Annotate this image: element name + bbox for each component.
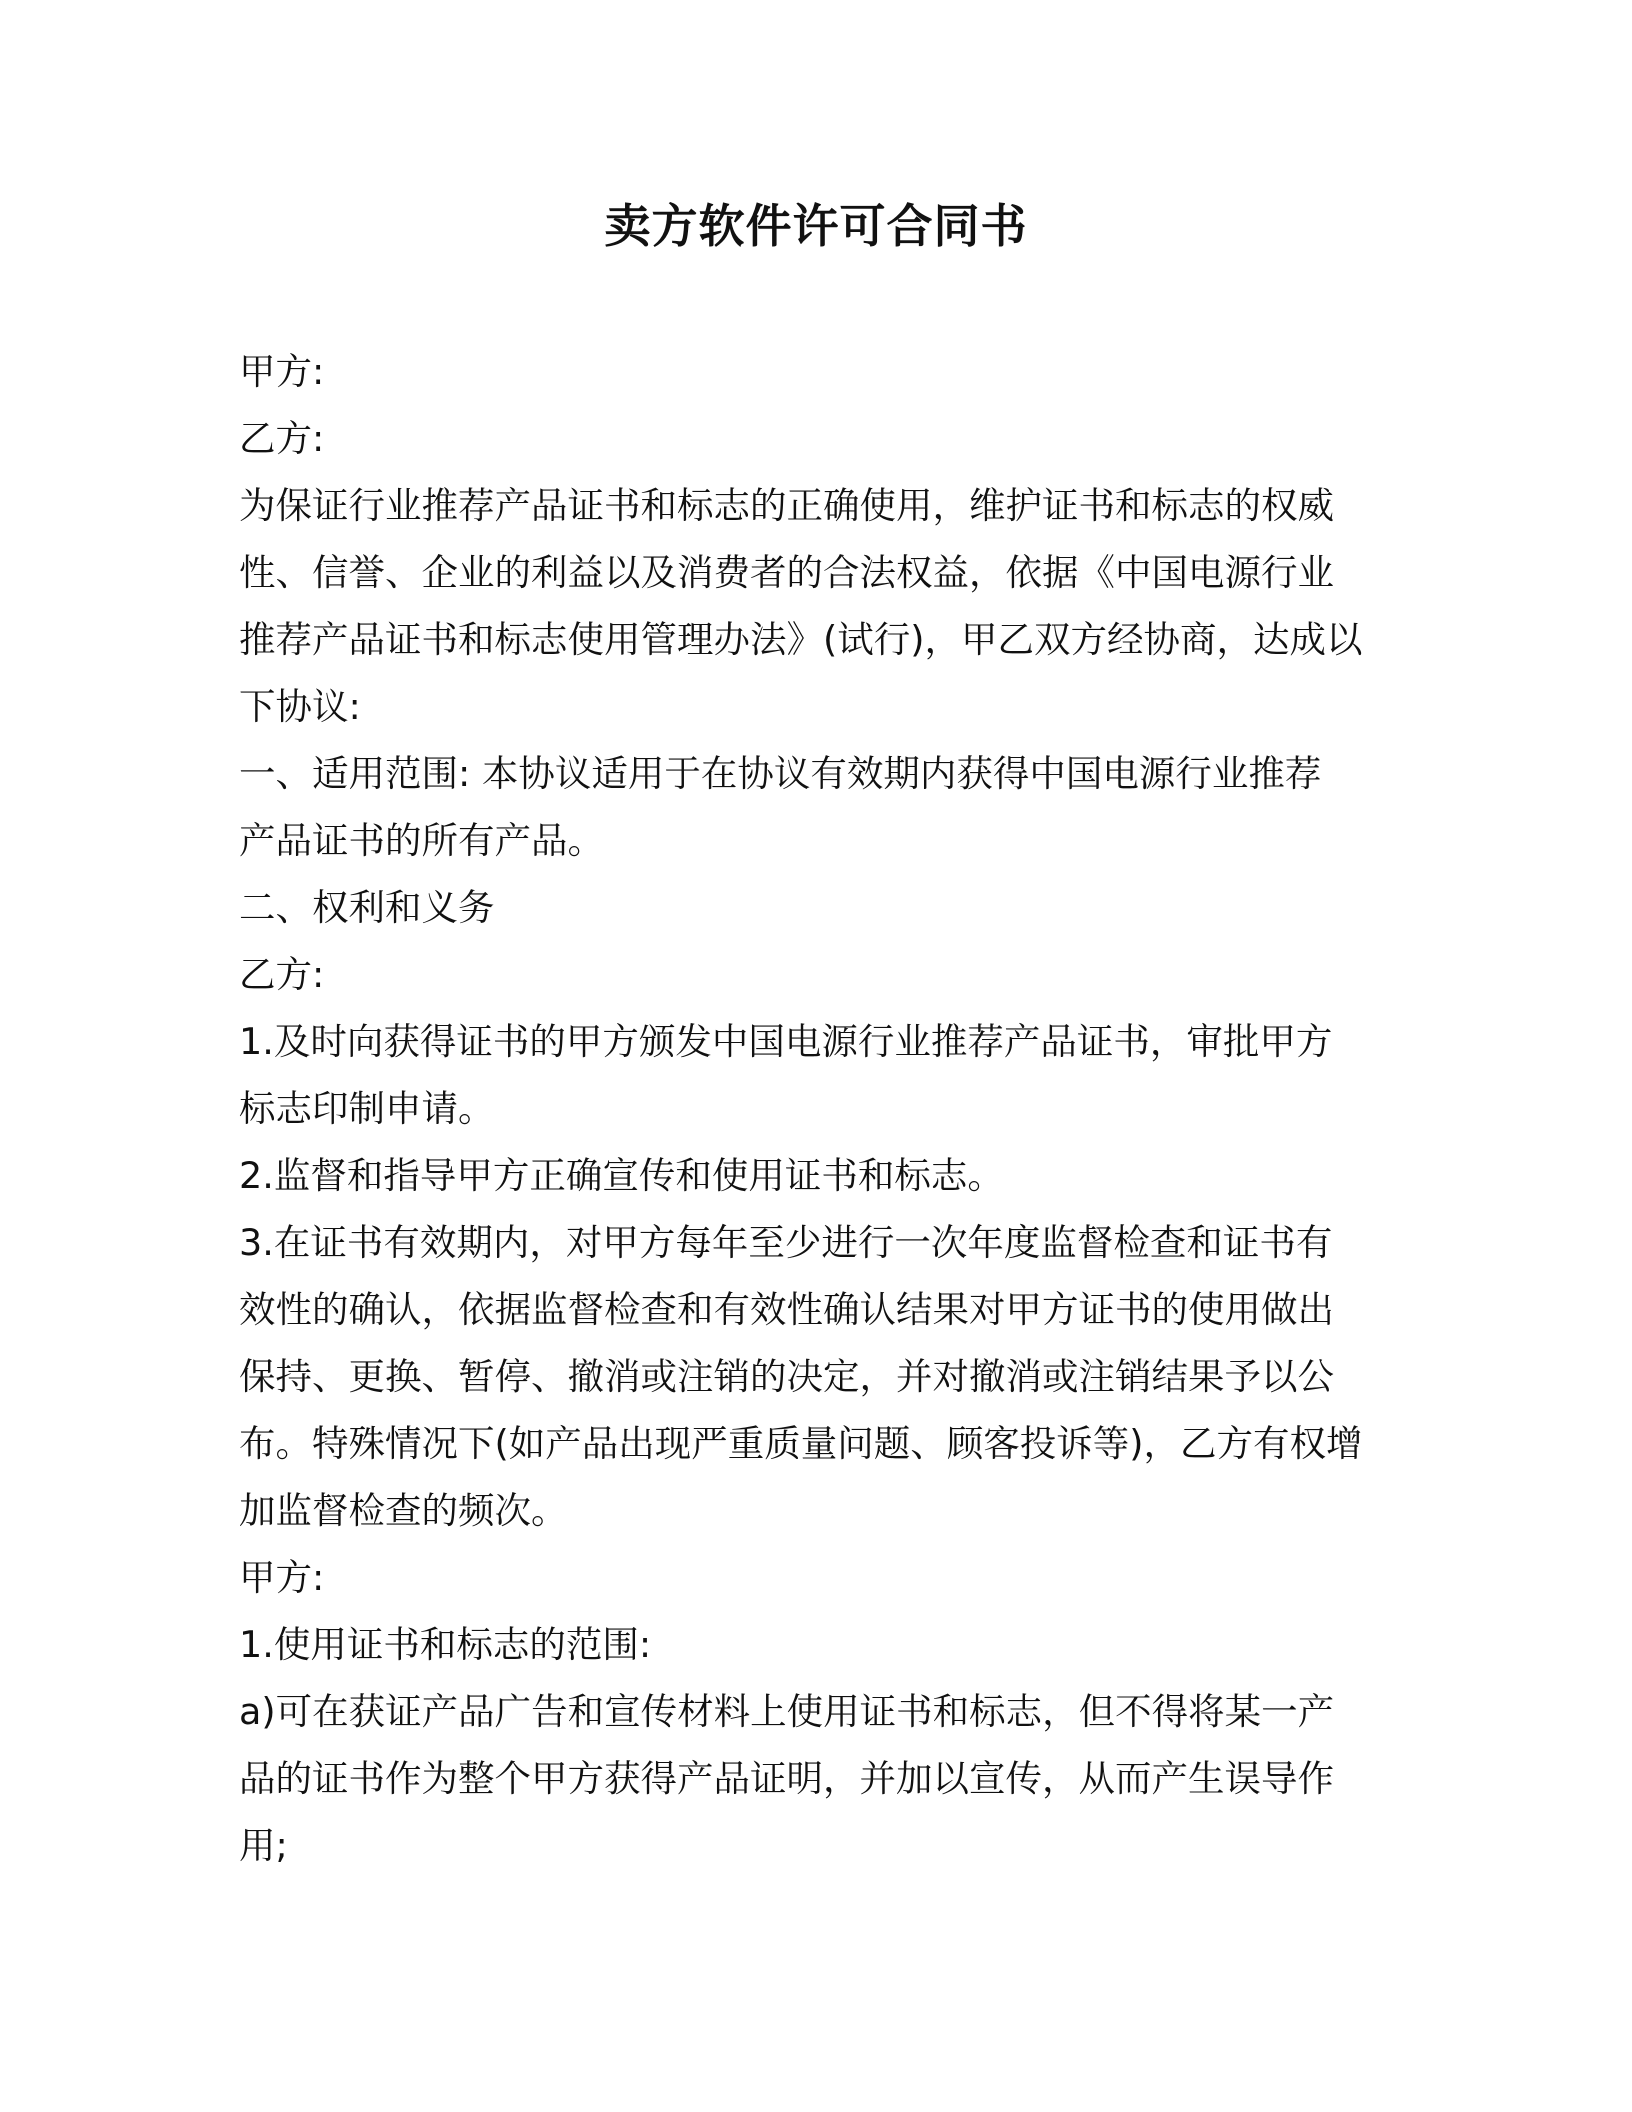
preamble-line-2: 性、信誉、企业的利益以及消费者的合法权益，依据《中国电源行业 — [239, 551, 1334, 594]
scope-clause-line-2: 产品证书的所有产品。 — [239, 819, 604, 862]
party-b-item-1-line-1: 1.及时向获得证书的甲方颁发中国电源行业推荐产品证书，审批甲方 — [239, 1020, 1333, 1063]
party-a-label: 甲方: — [239, 350, 325, 393]
party-a-section-label: 甲方: — [239, 1556, 325, 1599]
preamble-line-3: 推荐产品证书和标志使用管理办法》(试行)，甲乙双方经协商，达成以 — [239, 618, 1363, 661]
preamble-line-1: 为保证行业推荐产品证书和标志的正确使用，维护证书和标志的权威 — [239, 484, 1334, 527]
party-b-section-label: 乙方: — [239, 953, 325, 996]
party-a-item-1a-line-3: 用; — [239, 1824, 288, 1867]
party-b-item-1-line-2: 标志印制申请。 — [239, 1087, 495, 1130]
party-b-item-3-line-2: 效性的确认，依据监督检查和有效性确认结果对甲方证书的使用做出 — [239, 1288, 1334, 1331]
preamble-line-4: 下协议: — [239, 685, 361, 728]
rights-obligations-heading: 二、权利和义务 — [239, 886, 495, 929]
party-b-item-3-line-1: 3.在证书有效期内，对甲方每年至少进行一次年度监督检查和证书有 — [239, 1221, 1333, 1264]
party-b-item-3-line-3: 保持、更换、暂停、撤消或注销的决定，并对撤消或注销结果予以公 — [239, 1355, 1334, 1398]
party-b-item-3-line-4: 布。特殊情况下(如产品出现严重质量问题、顾客投诉等)，乙方有权增 — [239, 1422, 1363, 1465]
party-a-item-1a-line-2: 品的证书作为整个甲方获得产品证明，并加以宣传，从而产生误导作 — [239, 1757, 1334, 1800]
document-title: 卖方软件许可合同书 — [604, 199, 1028, 253]
scope-clause-line-1: 一、适用范围: 本协议适用于在协议有效期内获得中国电源行业推荐 — [239, 752, 1322, 795]
party-a-item-1: 1.使用证书和标志的范围: — [239, 1623, 652, 1666]
document-body — [239, 338, 1399, 1879]
party-b-label: 乙方: — [239, 417, 325, 460]
party-b-item-3-line-5: 加监督检查的频次。 — [239, 1489, 568, 1532]
party-b-item-2: 2.监督和指导甲方正确宣传和使用证书和标志。 — [239, 1154, 1004, 1197]
party-a-item-1a-line-1: a)可在获证产品广告和宣传材料上使用证书和标志，但不得将某一产 — [239, 1690, 1335, 1733]
